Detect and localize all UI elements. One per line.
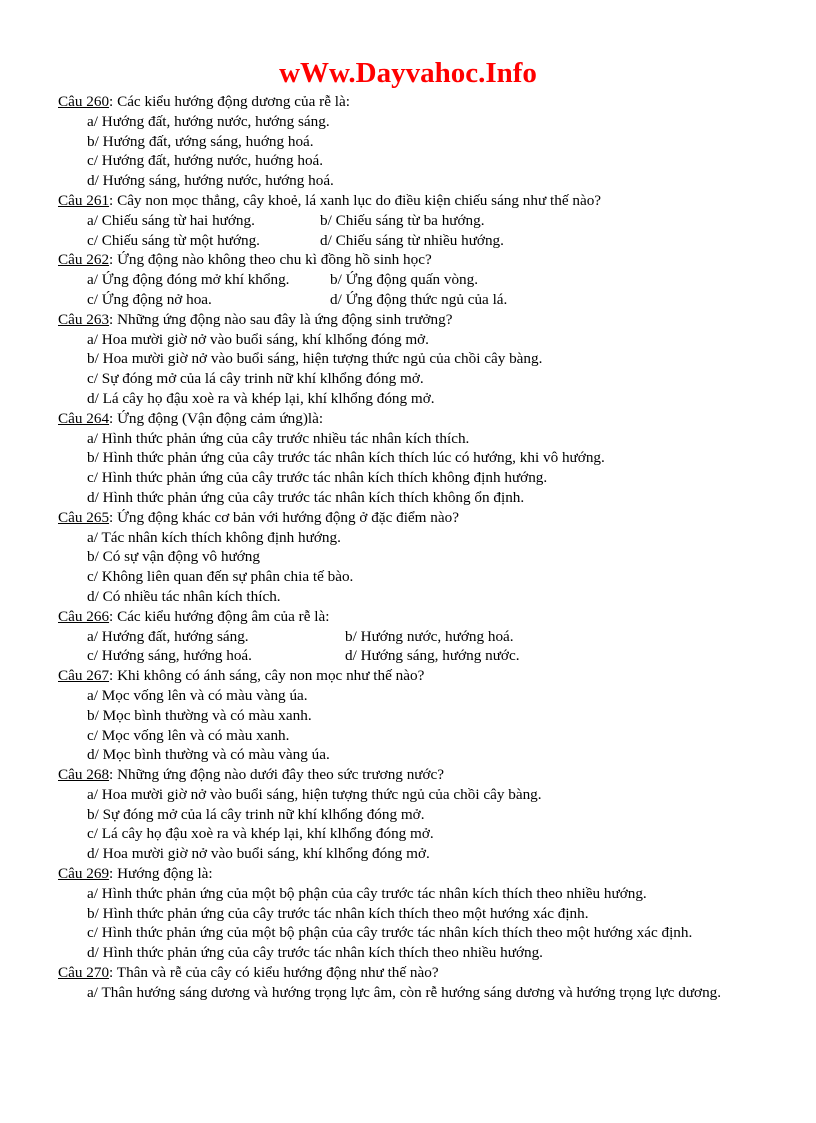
- question-text: : Thân và rễ của cây có kiểu hướng động như thế nào?: [109, 964, 439, 982]
- question-269: [58, 864, 758, 963]
- question-title: [58, 250, 758, 270]
- question-text: : Cây non mọc thẳng, cây khoẻ, lá xanh lục do điều kiện chiếu sáng như thế nào?: [109, 191, 602, 209]
- option-d: d/ Hoa mười giờ nở vào buổi sáng, khí klhổng đóng mở.: [87, 845, 430, 863]
- question-text: : Hướng động là:: [109, 865, 213, 883]
- option-a: a/ Ứng động đóng mở khí khổng.: [87, 271, 290, 289]
- option-b: b/ Mọc bình thường và có màu xanh.: [87, 706, 312, 724]
- option-row: [87, 270, 758, 290]
- question-number: Câu 265: [58, 508, 110, 526]
- question-number: Câu 269: [58, 865, 110, 883]
- option-b: b/ Sự đóng mở của lá cây trinh nữ khí klhổng đóng mở.: [87, 805, 425, 823]
- option-d: d/ Hình thức phản ứng của cây trước tác nhân kích thích không ổn định.: [87, 488, 525, 506]
- question-text: : Các kiểu hướng động âm của rễ là:: [109, 607, 330, 625]
- option-c: c/ Chiếu sáng từ một hướng.: [87, 231, 260, 249]
- option-a: a/ Chiếu sáng từ hai hướng.: [87, 211, 255, 229]
- question-text: : Ứng động (Vận động cảm ứng)là:: [109, 409, 324, 427]
- option-c: c/ Hướng sáng, hướng hoá.: [87, 647, 252, 665]
- option-d: d/ Hướng sáng, hướng nước, hướng hoá.: [87, 172, 334, 190]
- option-d: d/ Hình thức phản ứng của cây trước tác nhân kích thích theo nhiều hướng.: [87, 944, 543, 962]
- question-text: : Ứng động khác cơ bản với hướng động ở đặc điểm nào?: [109, 508, 459, 526]
- question-number: Câu 260: [58, 93, 110, 110]
- option-c: c/ Lá cây họ đậu xoè ra và khép lại, khí klhổng đóng mở.: [87, 825, 434, 843]
- question-title: [58, 765, 758, 785]
- option-b: b/ Chiếu sáng từ ba hướng.: [320, 211, 485, 229]
- option-a: a/ Mọc vống lên và có màu vàng úa.: [87, 686, 308, 704]
- question-264: [58, 409, 758, 508]
- question-title: [58, 92, 758, 112]
- option-a: a/ Hình thức phản ứng của một bộ phận của cây trước tác nhân kích thích theo nhiều hướng.: [87, 884, 647, 902]
- option-b: b/ Hình thức phản ứng của cây trước tác nhân kích thích lúc có hướng, khi vô hướng.: [87, 449, 605, 467]
- option-c: c/ Hình thức phản ứng của một bộ phận của cây trước tác nhân kích thích theo một hướng xác định.: [87, 924, 693, 942]
- option-d: d/ Có nhiều tác nhân kích thích.: [87, 587, 281, 605]
- site-header[interactable]: wWw.Dayvahoc.Info: [279, 57, 537, 89]
- question-number: Câu 266: [58, 607, 110, 625]
- question-267: [58, 666, 758, 765]
- question-268: [58, 765, 758, 864]
- option-a: a/ Hoa mười giờ nở vào buổi sáng, hiện tượng thức ngủ của chồi cây bàng.: [87, 785, 542, 803]
- question-text: : Những ứng động nào sau đây là ứng động sinh trưởng?: [109, 310, 453, 328]
- option-a: a/ Hoa mười giờ nở vào buổi sáng, khí klhổng đóng mở.: [87, 330, 429, 348]
- option-a: a/ Tác nhân kích thích không định hướng.: [87, 528, 341, 546]
- option-c: c/ Hình thức phản ứng của cây trước tác nhân kích thích không định hướng.: [87, 469, 548, 487]
- question-title: [58, 191, 758, 211]
- option-a: a/ Hình thức phản ứng của cây trước nhiều tác nhân kích thích.: [87, 429, 470, 447]
- question-text: : Những ứng động nào dưới đây theo sức trương nước?: [109, 766, 445, 784]
- option-a: a/ Thân hướng sáng dương và hướng trọng lực âm, còn rễ hướng sáng dương và hướng trọng lực dương.: [87, 983, 722, 1001]
- question-265: [58, 508, 758, 607]
- option-row: [87, 627, 758, 647]
- option-b: b/ Có sự vận động vô hướng: [87, 548, 260, 566]
- question-text: : Ứng động nào không theo chu kì đồng hồ sinh học?: [109, 251, 432, 269]
- question-title: [58, 508, 758, 528]
- question-number: Câu 268: [58, 766, 110, 784]
- option-row: [87, 290, 758, 310]
- option-c: c/ Không liên quan đến sự phân chia tế bào.: [87, 568, 354, 586]
- option-c: c/ Hướng đất, hướng nước, huớng hoá.: [87, 152, 324, 170]
- question-list: [58, 92, 758, 1003]
- question-title: [58, 864, 758, 884]
- option-d: d/ Lá cây họ đậu xoè ra và khép lại, khí klhổng đóng mở.: [87, 389, 435, 407]
- question-number: Câu 264: [58, 409, 110, 427]
- option-d: d/ Chiếu sáng từ nhiều hướng.: [320, 231, 504, 249]
- option-a: a/ Hướng đất, hướng sáng.: [87, 627, 249, 645]
- question-title: [58, 666, 758, 686]
- question-262: [58, 250, 758, 309]
- question-261: [58, 191, 758, 250]
- question-266: [58, 607, 758, 666]
- option-b: b/ Hình thức phản ứng của cây trước tác nhân kích thích theo một hướng xác định.: [87, 904, 589, 922]
- question-260: [58, 92, 758, 191]
- option-row: [87, 231, 758, 251]
- option-a: a/ Hướng đất, hướng nước, hướng sáng.: [87, 112, 330, 130]
- question-number: Câu 263: [58, 310, 110, 328]
- option-b: b/ Hướng đất, ướng sáng, huớng hoá.: [87, 132, 314, 150]
- option-row: [87, 646, 758, 666]
- question-title: [58, 963, 758, 983]
- option-c: c/ Mọc vống lên và có màu xanh.: [87, 726, 290, 744]
- option-b: b/ Ứng động quấn vòng.: [330, 271, 479, 289]
- option-c: c/ Ứng động nở hoa.: [87, 290, 212, 308]
- question-number: Câu 261: [58, 191, 110, 209]
- question-number: Câu 267: [58, 667, 110, 685]
- question-title: [58, 607, 758, 627]
- option-b: b/ Hoa mười giờ nở vào buổi sáng, hiện tượng thức ngủ của chồi cây bàng.: [87, 350, 543, 368]
- question-text: : Khi không có ánh sáng, cây non mọc như thế nào?: [109, 667, 425, 685]
- question-text: : Các kiểu hướng động dương của rễ là:: [109, 93, 350, 110]
- option-b: b/ Hướng nước, hướng hoá.: [345, 627, 514, 645]
- option-d: d/ Hướng sáng, hướng nước.: [345, 647, 520, 665]
- question-number: Câu 270: [58, 964, 110, 982]
- option-d: d/ Mọc bình thường và có màu vàng úa.: [87, 746, 330, 764]
- question-title: [58, 310, 758, 330]
- option-row: [87, 211, 758, 231]
- question-270: [58, 963, 758, 1003]
- question-263: [58, 310, 758, 409]
- option-d: d/ Ứng động thức ngủ của lá.: [330, 290, 508, 308]
- option-c: c/ Sự đóng mở của lá cây trinh nữ khí klhổng đóng mở.: [87, 370, 424, 388]
- question-number: Câu 262: [58, 251, 110, 269]
- question-title: [58, 409, 758, 429]
